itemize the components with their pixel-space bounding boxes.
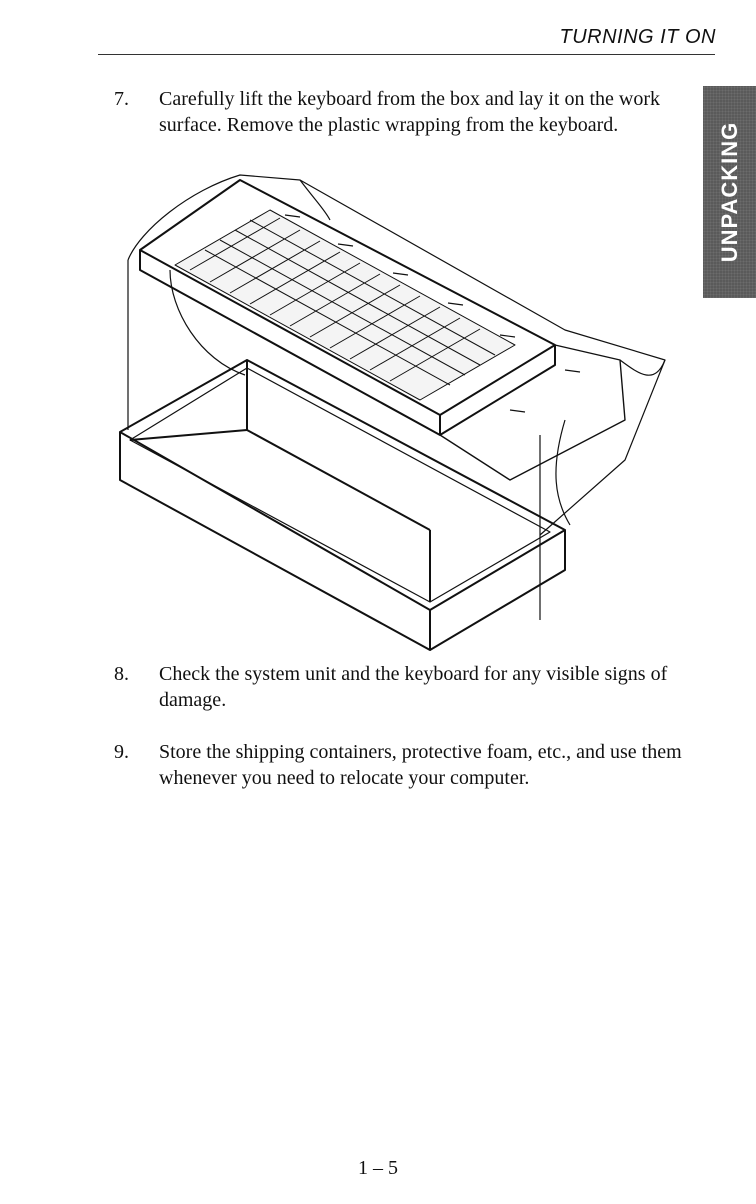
keyboard (140, 180, 625, 480)
step-9 (114, 739, 704, 791)
step-number: 7. (114, 88, 129, 110)
page-number: 1 – 5 (358, 1157, 398, 1179)
step-text: Store the shipping containers, protective foam, etc., and use them whenever you need to relocate your computer. (159, 741, 682, 789)
shipping-box (120, 360, 565, 650)
keyboard-in-box-illustration (110, 170, 670, 655)
step-number: 8. (114, 663, 129, 685)
step-text: Check the system unit and the keyboard for any visible signs of damage. (159, 663, 668, 711)
section-tab-label: UNPACKING (716, 121, 742, 263)
section-tab (703, 86, 756, 298)
step-number: 9. (114, 741, 129, 763)
step-8 (114, 661, 704, 713)
running-header: TURNING IT ON (559, 26, 716, 48)
step-text: Carefully lift the keyboard from the box and lay it on the work surface. Remove the plastic wrapping from the keyboard. (159, 88, 660, 136)
step-7 (114, 86, 704, 138)
header-rule (98, 54, 715, 55)
